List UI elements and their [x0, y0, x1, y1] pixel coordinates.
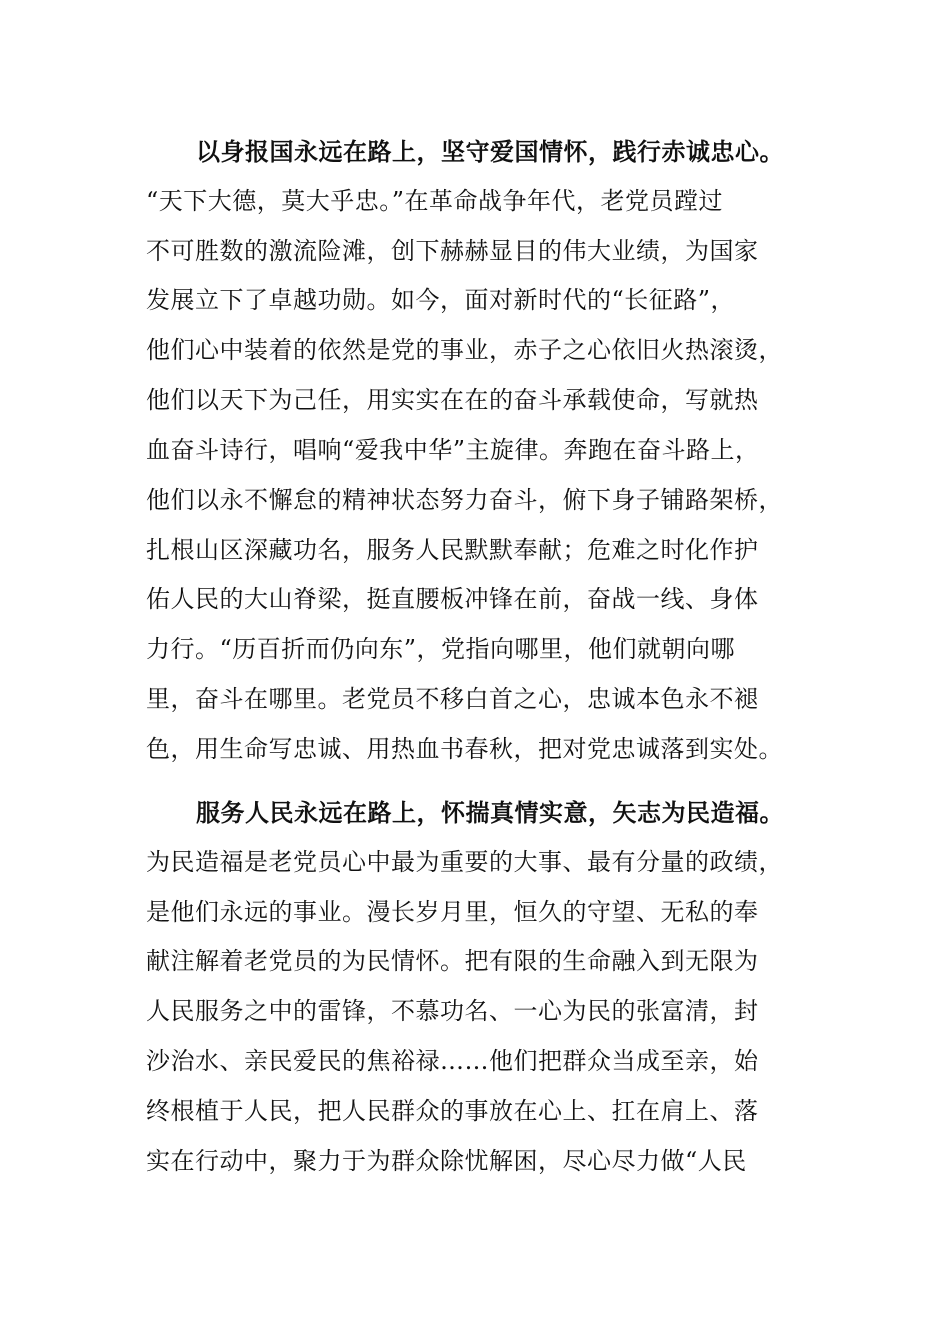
paragraph-2-line-1: 为民造福是老党员心中最为重要的大事、最有分量的政绩， — [146, 848, 783, 876]
paragraph-2-line-5: 沙治水、亲民爱民的焦裕禄……他们把群众当成至亲，始 — [146, 1047, 759, 1075]
paragraph-1-line-10: 力行。“历百折而仍向东”，党指向哪里，他们就朝向哪 — [146, 635, 736, 663]
paragraph-1-line-11: 里，奋斗在哪里。老党员不移白首之心，忠诚本色永不褪 — [146, 685, 759, 713]
paragraph-1-line-9: 佑人民的大山脊梁，挺直腰板冲锋在前，奋战一线、身体 — [146, 585, 759, 613]
paragraph-1-line-5: 他们以天下为己任，用实实在在的奋斗承载使命，写就热 — [146, 386, 759, 414]
paragraph-2-line-3: 献注解着老党员的为民情怀。把有限的生命融入到无限为 — [146, 947, 759, 975]
paragraph-1-line-6: 血奋斗诗行，唱响“爱我中华”主旋律。奔跑在奋斗路上， — [146, 436, 760, 464]
paragraph-1-line-2: 不可胜数的激流险滩，创下赫赫显目的伟大业绩，为国家 — [146, 237, 759, 265]
paragraph-2-line-2: 是他们永远的事业。漫长岁月里，恒久的守望、无私的奉 — [146, 898, 759, 926]
paragraph-1-line-4: 他们心中装着的依然是党的事业，赤子之心依旧火热滚烫， — [146, 336, 783, 364]
paragraph-1-line-12: 色，用生命写忠诚、用热血书春秋，把对党忠诚落到实处。 — [146, 735, 783, 763]
paragraph-1-lead-line — [196, 136, 784, 168]
paragraph-1-line-7: 他们以永不懈怠的精神状态努力奋斗，俯下身子铺路架桥， — [146, 486, 783, 514]
paragraph-1-line-8: 扎根山区深藏功名，服务人民默默奉献；危难之时化作护 — [146, 536, 759, 564]
paragraph-2-line-4: 人民服务之中的雷锋，不慕功名、一心为民的张富清，封 — [146, 997, 759, 1025]
paragraph-2-line-7: 实在行动中，聚力于为群众除忧解困，尽心尽力做“人民 — [146, 1147, 747, 1175]
paragraph-1-line-1: “天下大德，莫大乎忠。”在革命战争年代，老党员蹚过 — [146, 187, 724, 215]
paragraph-2-lead-line — [196, 797, 784, 829]
paragraph-2-lead: 服务人民永远在路上，怀揣真情实意，矢志为民造福。 — [196, 798, 784, 827]
paragraph-1-line-3: 发展立下了卓越功勋。如今，面对新时代的“长征路”， — [146, 286, 736, 314]
paragraph-1-lead: 以身报国永远在路上，坚守爱国情怀，践行赤诚忠心。 — [196, 137, 784, 166]
paragraph-2-line-6: 终根植于人民，把人民群众的事放在心上、扛在肩上、落 — [146, 1097, 759, 1125]
